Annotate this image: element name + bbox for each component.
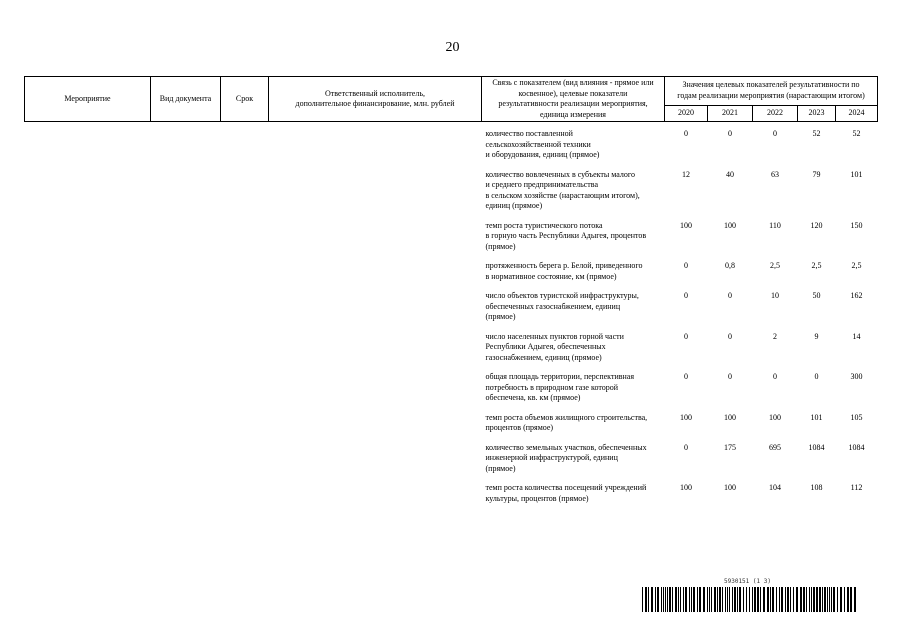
value-cell: 0 (684, 442, 688, 452)
barcode-bar (703, 587, 705, 612)
barcode-bars (642, 587, 857, 612)
empty-cell (221, 291, 269, 323)
barcode-bar (800, 587, 802, 612)
empty-cell (221, 170, 269, 212)
empty-cell (269, 413, 482, 434)
value-cell: 52 (812, 129, 821, 138)
value-cell: 0 (684, 291, 688, 300)
table-row (25, 443, 878, 475)
header-values-group: Значения целевых показателей результативности по годам реализации мероприятия (нарастающим итогом) (665, 77, 878, 106)
barcode-bar (785, 587, 786, 612)
barcode-bar (809, 587, 810, 612)
empty-cell (221, 129, 269, 161)
barcode-bar (806, 587, 807, 612)
value-cell: 150 (850, 220, 863, 230)
header-term: Срок (221, 77, 269, 122)
empty-cell (151, 443, 221, 475)
empty-cell (269, 221, 482, 253)
empty-cell (269, 291, 482, 323)
barcode-bar (827, 587, 828, 612)
value-cell: 0 (773, 129, 777, 138)
barcode-bar (770, 587, 771, 612)
barcode-bar (752, 587, 753, 612)
table-row (25, 291, 878, 323)
barcode-bar (772, 587, 774, 612)
empty-cell (25, 129, 151, 161)
barcode-bar (739, 587, 741, 612)
value-cell: 2,5 (851, 261, 862, 270)
empty-cell (151, 170, 221, 212)
value-cell: 0 (728, 129, 732, 138)
indicators-table (24, 76, 878, 504)
empty-cell (269, 261, 482, 282)
value-cell: 0 (728, 331, 732, 341)
barcode-bar (824, 587, 826, 612)
empty-cell (151, 413, 221, 434)
header-year: 2020 (665, 105, 708, 121)
table-row (25, 332, 878, 364)
barcode-bar (683, 587, 684, 612)
value-cell: 175 (724, 442, 736, 452)
barcode-bar (717, 587, 718, 612)
indicator-cell: темп роста объемов жилищного строительства, процентов (прямое) (485, 412, 648, 432)
value-cell: 0 (684, 129, 688, 138)
barcode (642, 578, 857, 612)
value-cell: 108 (810, 483, 823, 492)
empty-cell (221, 483, 269, 504)
empty-cell (221, 413, 269, 434)
value-cell: 0 (773, 372, 777, 381)
value-cell: 2,5 (770, 261, 780, 270)
value-cell: 40 (726, 169, 734, 179)
indicator-cell: число населенных пунктов горной части Республики Адыгея, обеспеченных газоснабжением, единиц (прямое) (485, 331, 624, 362)
empty-cell (269, 483, 482, 504)
barcode-bar (767, 587, 769, 612)
empty-cell (221, 443, 269, 475)
barcode-bar (699, 587, 701, 612)
barcode-bar (711, 587, 712, 612)
value-cell: 1084 (808, 442, 825, 452)
indicator-cell: количество вовлеченных в субъекты малого и среднего предпринимательства в сельском хозяйстве (нарастающим итогом), единиц (прямое) (485, 169, 640, 210)
table-row (25, 483, 878, 504)
value-cell: 50 (812, 291, 821, 300)
barcode-bar (847, 587, 849, 612)
barcode-bar (787, 587, 789, 612)
barcode-bar (779, 587, 780, 612)
barcode-bar (651, 587, 653, 612)
value-cell: 100 (724, 483, 736, 492)
barcode-bar (749, 587, 750, 612)
barcode-bar (707, 587, 708, 612)
value-cell: 12 (682, 169, 690, 179)
barcode-bar (669, 587, 671, 612)
barcode-bar (734, 587, 736, 612)
barcode-bar (661, 587, 662, 612)
barcode-bar (655, 587, 656, 612)
value-cell: 100 (680, 220, 692, 230)
empty-cell (221, 332, 269, 364)
table-row (25, 413, 878, 434)
value-cell: 695 (769, 442, 781, 452)
empty-cell (151, 261, 221, 282)
empty-cell (25, 261, 151, 282)
value-cell: 0 (728, 372, 732, 381)
table-row (25, 372, 878, 404)
barcode-bar (722, 587, 723, 612)
barcode-bar (757, 587, 759, 612)
indicator-cell: общая площадь территории, перспективная потребность в природном газе которой обеспечена, кв. км (прямое) (485, 372, 635, 402)
barcode-bar (837, 587, 838, 612)
value-cell: 100 (680, 412, 692, 422)
value-cell: 100 (724, 220, 736, 230)
barcode-bar (689, 587, 690, 612)
value-cell: 0 (684, 331, 688, 341)
barcode-bar (675, 587, 677, 612)
table-row (25, 129, 878, 161)
barcode-bar (833, 587, 835, 612)
barcode-bar (737, 587, 738, 612)
empty-cell (151, 129, 221, 161)
barcode-bar (667, 587, 668, 612)
value-cell: 0 (684, 261, 688, 270)
header-year: 2022 (753, 105, 798, 121)
header-year: 2021 (708, 105, 753, 121)
barcode-bar (672, 587, 673, 612)
value-cell: 2 (773, 331, 777, 341)
barcode-bar (709, 587, 710, 612)
barcode-bar (793, 587, 794, 612)
empty-cell (221, 221, 269, 253)
barcode-bar (760, 587, 761, 612)
value-cell: 63 (771, 169, 779, 179)
value-cell: 0 (684, 372, 688, 381)
barcode-bar (725, 587, 726, 612)
value-cell: 120 (810, 220, 823, 230)
header-year: 2024 (836, 105, 878, 121)
barcode-bar (645, 587, 647, 612)
barcode-bar (665, 587, 666, 612)
barcode-bar (678, 587, 679, 612)
barcode-bar (803, 587, 805, 612)
header-executor: Ответственный исполнитель, дополнительное финансирование, млн. рублей (269, 77, 482, 122)
value-cell: 100 (680, 483, 692, 492)
value-cell: 0 (814, 372, 819, 381)
barcode-bar (811, 587, 812, 612)
barcode-label: 5930151 (1 3) (724, 578, 771, 585)
empty-cell (25, 413, 151, 434)
barcode-bar (727, 587, 728, 612)
barcode-bar (754, 587, 756, 612)
empty-cell (25, 221, 151, 253)
empty-cell (25, 483, 151, 504)
value-cell: 0,8 (725, 261, 735, 270)
empty-cell (269, 170, 482, 212)
value-cell: 14 (852, 331, 861, 341)
table-row (25, 170, 878, 212)
header-activity: Мероприятие (25, 77, 151, 122)
header-doc-type: Вид документа (151, 77, 221, 122)
barcode-bar (732, 587, 733, 612)
barcode-bar (719, 587, 721, 612)
barcode-bar (850, 587, 852, 612)
empty-cell (25, 372, 151, 404)
empty-cell (151, 483, 221, 504)
empty-cell (25, 443, 151, 475)
barcode-bar (829, 587, 830, 612)
barcode-bar (819, 587, 821, 612)
barcode-bar (763, 587, 765, 612)
value-cell: 52 (852, 129, 861, 138)
barcode-bar (796, 587, 798, 612)
barcode-bar (822, 587, 823, 612)
indicator-cell: количество поставленной сельскохозяйственной техники и оборудования, единиц (прямое) (485, 129, 600, 159)
barcode-bar (697, 587, 698, 612)
value-cell: 105 (850, 412, 863, 422)
value-cell: 100 (724, 412, 736, 422)
barcode-bar (648, 587, 649, 612)
value-cell: 1084 (848, 442, 865, 452)
empty-cell (25, 332, 151, 364)
empty-cell (269, 129, 482, 161)
barcode-bar (840, 587, 842, 612)
value-cell: 300 (850, 372, 863, 381)
value-cell: 2,5 (811, 261, 822, 270)
barcode-bar (781, 587, 783, 612)
header-indicator-link: Связь с показателем (вид влияния - прямое или косвенное), целевые показатели результативности реализации мероприятия, единица измерения (482, 77, 665, 122)
value-cell: 100 (769, 412, 781, 422)
empty-cell (151, 221, 221, 253)
barcode-bar (685, 587, 687, 612)
indicator-cell: количество земельных участков, обеспеченных инженерной инфраструктурой, единиц (прямое) (485, 442, 647, 473)
indicator-cell: темп роста туристического потока в горную часть Республики Адыгея, процентов (прямое) (485, 220, 647, 251)
empty-cell (221, 261, 269, 282)
table-row (25, 261, 878, 282)
barcode-bar (657, 587, 659, 612)
value-cell: 101 (850, 169, 863, 179)
empty-cell (221, 372, 269, 404)
barcode-bar (776, 587, 777, 612)
barcode-bar (790, 587, 791, 612)
barcode-bar (831, 587, 832, 612)
indicator-cell: протяженность берега р. Белой, приведенного в нормативное состояние, км (прямое) (485, 261, 643, 281)
barcode-bar (729, 587, 730, 612)
barcode-bar (854, 587, 856, 612)
value-cell: 162 (850, 291, 863, 300)
empty-cell (151, 291, 221, 323)
barcode-bar (743, 587, 744, 612)
barcode-bar (714, 587, 716, 612)
value-cell: 10 (771, 291, 779, 300)
value-cell: 79 (812, 169, 821, 179)
empty-cell (151, 372, 221, 404)
header-year: 2023 (798, 105, 836, 121)
value-cell: 112 (850, 483, 863, 492)
barcode-bar (642, 587, 643, 612)
empty-cell (25, 170, 151, 212)
barcode-bar (693, 587, 695, 612)
barcode-bar (813, 587, 815, 612)
empty-cell (269, 332, 482, 364)
value-cell: 104 (769, 483, 781, 492)
indicator-cell: число объектов туристской инфраструктуры, обеспеченных газоснабжением, единиц (прямое) (485, 291, 639, 321)
value-cell: 101 (810, 412, 823, 422)
value-cell: 110 (769, 220, 781, 230)
table-row (25, 221, 878, 253)
value-cell: 0 (728, 291, 732, 300)
barcode-bar (663, 587, 664, 612)
barcode-bar (816, 587, 818, 612)
indicator-cell: темп роста количества посещений учреждений культуры, процентов (прямое) (485, 483, 647, 503)
barcode-bar (746, 587, 747, 612)
empty-cell (269, 443, 482, 475)
page-number: 20 (445, 40, 460, 55)
barcode-bar (844, 587, 845, 612)
empty-cell (269, 372, 482, 404)
barcode-bar (680, 587, 681, 612)
empty-cell (25, 291, 151, 323)
value-cell: 9 (814, 331, 819, 341)
barcode-bar (691, 587, 692, 612)
empty-cell (151, 332, 221, 364)
